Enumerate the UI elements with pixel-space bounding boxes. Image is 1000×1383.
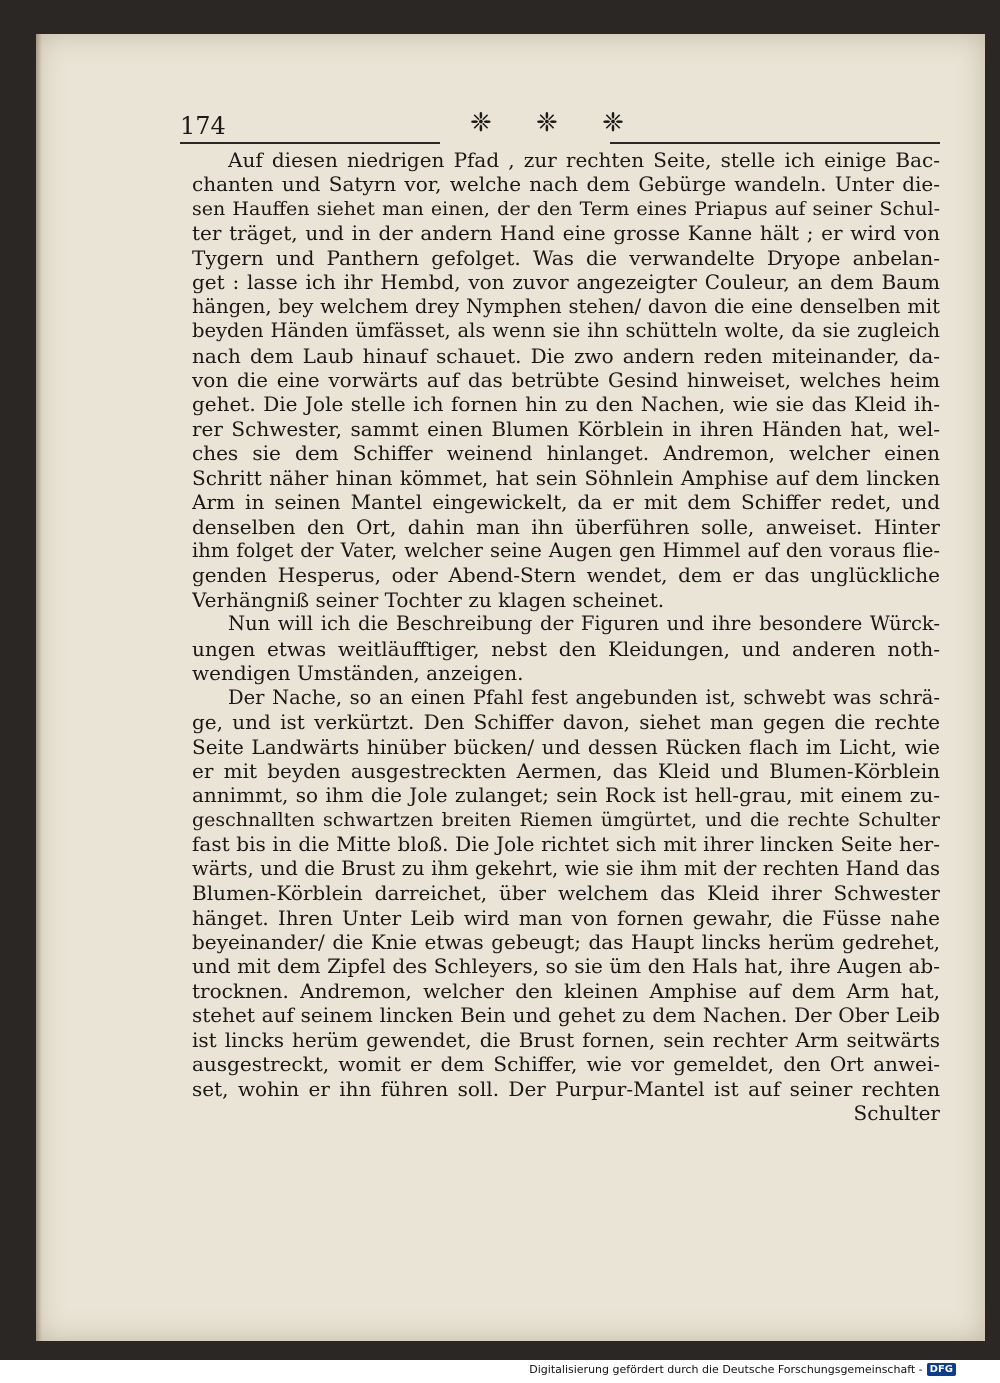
text-line: Nun will ich die Beschreibung der Figuren und ihre besondere Würck- (228, 612, 940, 636)
text-line: geschnallten schwartzen breiten Riemen ümgürtet, und die rechte Schulter (192, 808, 940, 831)
ornament-icon: ❈ ❈ ❈ (470, 108, 642, 138)
text-line: Seite Landwärts hinüber bücken/ und dessen Rücken flach im Licht, wie (192, 734, 940, 759)
text-line: ter träget, und in der andern Hand eine grosse Kanne hält ; er wird von (192, 221, 940, 246)
text-line: beyeinander/ die Knie etwas gebeugt; das Haupt lincks herüm gedrehet, (192, 930, 940, 954)
text-line: ausgestreckt, womit er dem Schiffer, wie vor gemeldet, den Ort anwei- (192, 1052, 940, 1077)
text-line: trocknen. Andremon, welcher den kleinen Amphise auf dem Arm hat, (192, 978, 940, 1003)
text-line: ihm folget der Vater, welcher seine Augen gen Himmel auf den voraus flie- (192, 539, 940, 562)
text-line: denselben den Ort, dahin man ihn überführen solle, anweiset. Hinter (192, 514, 940, 539)
digitization-credit (529, 1363, 956, 1376)
catchword: Schulter (853, 1101, 940, 1126)
text-line: stehet auf seinem lincken Bein und gehet zu dem Nachen. Der Ober Leib (192, 1003, 940, 1028)
text-line: ist lincks herüm gewendet, die Brust fornen, sein rechter Arm seitwärts (192, 1027, 940, 1052)
text-line: genden Hesperus, oder Abend-Stern wendet, dem er das unglückliche (192, 563, 940, 588)
text-line: und mit dem Zipfel des Schleyers, so sie üm den Hals hat, ihre Augen ab- (192, 954, 940, 979)
header-rule-right (610, 142, 940, 144)
text-line: Auf diesen niedrigen Pfad , zur rechten Seite, stelle ich einige Bac- (228, 148, 940, 172)
text-line: ungen etwas weitläufftiger, nebst den Kleidungen, und anderen noth- (192, 636, 940, 661)
text-line: rer Schwester, sammt einen Blumen Körblein in ihren Händen hat, wel- (192, 416, 940, 441)
credit-text: Digitalisierung gefördert durch die Deutsche Forschungsgemeinschaft - (529, 1363, 923, 1376)
page-header (180, 108, 940, 148)
text-line: wärts, und die Brust zu ihm gekehrt, wie sie ihm mit der rechten Hand das (192, 856, 940, 880)
text-line: get : lasse ich ihr Hembd, von zuvor angezeigter Couleur, an dem Baum (192, 270, 940, 295)
text-line: wendigen Umständen, anzeigen. (192, 661, 524, 686)
text-line: ches sie dem Schiffer weinend hinlanget. Andremon, welcher einen (192, 441, 940, 466)
text-line: Tygern und Panthern gefolget. Was die verwandelte Dryope anbelan- (192, 245, 940, 270)
text-line: Schritt näher hinan kömmet, hat sein Söhnlein Amphise auf dem lincken (192, 465, 940, 490)
text-line: fast bis in die Mitte bloß. Die Jole richtet sich mit ihrer lincken Seite her- (192, 832, 940, 857)
text-line: hänget. Ihren Unter Leib wird man von fornen gewahr, die Füsse nahe (192, 905, 940, 930)
text-line: set, wohin er ihn führen soll. Der Purpur-Mantel ist auf seiner rechten (192, 1076, 940, 1101)
dfg-logo-icon: DFG (927, 1363, 956, 1376)
body-text (192, 148, 940, 1126)
text-line: er mit beyden ausgestreckten Aermen, das Kleid und Blumen-Körblein (192, 758, 940, 783)
text-line: gehet. Die Jole stelle ich fornen hin zu den Nachen, wie sie das Kleid ih- (192, 392, 940, 417)
text-line: Blumen-Körblein darreichet, über welchem das Kleid ihrer Schwester (192, 881, 940, 906)
text-line: annimmt, so ihm die Jole zulanget; sein Rock ist hell-grau, mit einem zu- (192, 783, 940, 808)
text-line: sen Hauffen siehet man einen, der den Term eines Priapus auf seiner Schul- (192, 197, 940, 220)
text-line: Der Nache, so an einen Pfahl fest angebunden ist, schwebt was schrä- (228, 685, 940, 709)
header-rule-left (180, 142, 440, 144)
text-line: von die eine vorwärts auf das betrübte Gesind hinweiset, welches heim (192, 367, 940, 392)
text-line: Verhängniß seiner Tochter zu klagen scheinet. (192, 587, 665, 612)
text-line: hängen, bey welchem drey Nymphen stehen/ davon die eine denselben mit (192, 294, 940, 318)
text-line: chanten und Satyrn vor, welche nach dem Gebürge wandeln. Unter die- (192, 172, 940, 197)
text-line: beyden Händen ümfässet, als wenn sie ihn schütteln wolte, da sie zugleich (192, 319, 940, 343)
page-gutter-shadow (36, 34, 42, 1341)
text-line: Arm in seinen Mantel eingewickelt, da er mit dem Schiffer redet, und (192, 490, 940, 515)
text-line: nach dem Laub hinauf schauet. Die zwo andern reden miteinander, da- (192, 343, 940, 368)
text-line: ge, und ist verkürtzt. Den Schiffer davon, siehet man gegen die rechte (192, 710, 940, 735)
page-number: 174 (180, 112, 226, 140)
